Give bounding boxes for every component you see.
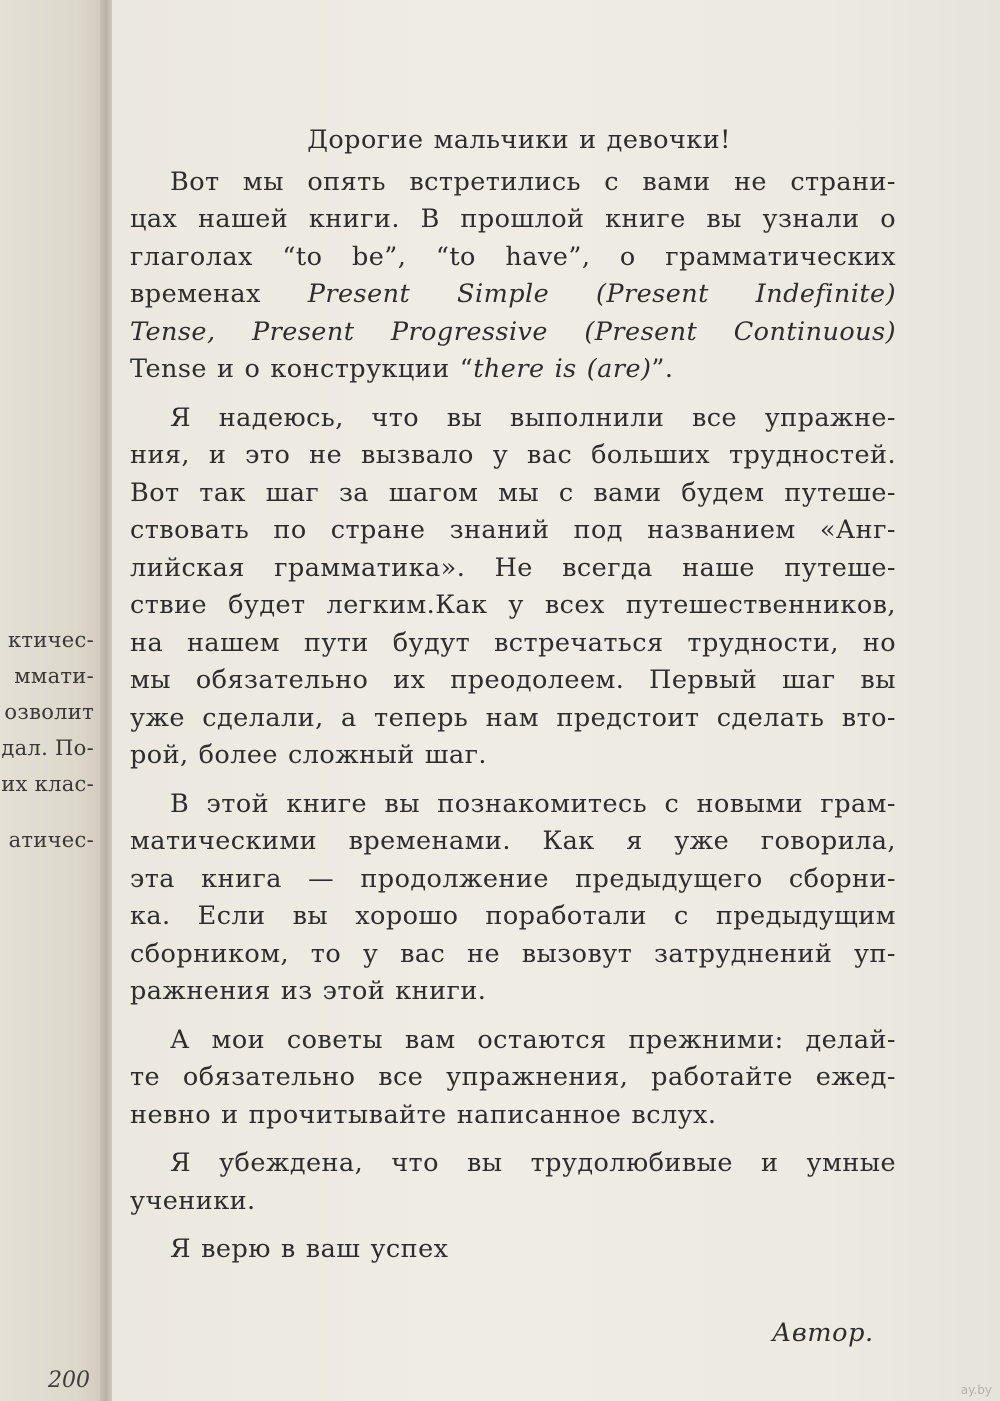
text-line <box>130 936 896 974</box>
text-run: цах нашей книги. В прошлой книге вы узнали о <box>130 204 896 234</box>
text-run: мы обязательно их преодолеем. Первый шаг вы <box>130 665 896 695</box>
left-page-line: атичес- <box>8 828 94 852</box>
text-line <box>130 550 896 588</box>
text-line <box>130 1097 896 1135</box>
left-page-line: их клас- <box>1 772 94 796</box>
text-line <box>130 1145 896 1183</box>
text-line <box>130 164 896 202</box>
text-run: эта книга — продолжение предыдущего сборни- <box>130 863 896 894</box>
italic-text: there is (are) <box>473 354 652 384</box>
text-run: на нашем пути будут встречаться трудности, но <box>130 627 896 658</box>
left-page-line: озволит <box>4 700 94 724</box>
text-run: матическими временами. Как я уже говорила, <box>130 826 896 856</box>
paragraph <box>130 786 896 1011</box>
text-line <box>130 512 896 550</box>
left-page <box>0 0 108 1401</box>
text-line <box>130 898 896 936</box>
left-page-line: ктичес- <box>7 628 94 652</box>
text-run: временах <box>130 279 308 309</box>
text-run: Я убеждена, что вы трудолюбивые и умные <box>170 1148 896 1178</box>
text-line <box>130 700 896 738</box>
text-run: ка. Если вы хорошо поработали с предыдущим <box>130 901 896 931</box>
text-run: В этой книге вы познакомитесь с новыми грам- <box>170 788 896 819</box>
text-line <box>130 823 896 861</box>
text-line <box>130 239 896 277</box>
letter-body <box>130 164 896 1269</box>
text-run: Я надеюсь, что вы выполнили все упражне- <box>170 402 896 433</box>
text-run: ражнения из этой книги. <box>130 976 487 1006</box>
text-line <box>130 1231 896 1269</box>
text-line <box>130 400 896 438</box>
text-line <box>130 861 896 899</box>
text-run: Tense и о конструкции “ <box>130 354 474 384</box>
text-line <box>130 786 896 824</box>
text-run: ния, и это не вызвало у вас больших трудностей. <box>130 440 896 470</box>
text-line <box>130 1059 896 1097</box>
text-run: рой, более сложный шаг. <box>130 740 487 770</box>
author-signature: Автор. <box>772 1318 874 1348</box>
text-run: глаголах “to be”, “to have”, о грамматических <box>130 241 896 272</box>
text-line <box>130 351 896 389</box>
main-page <box>112 0 1000 1401</box>
text-line <box>130 201 896 239</box>
watermark: ay.by <box>960 1383 992 1397</box>
italic-text: Present Simple (Present Indefinite) <box>307 279 896 309</box>
text-line <box>130 1022 896 1060</box>
text-line <box>130 625 896 663</box>
text-run: лийская грамматика». Не всегда наше путеше- <box>130 552 896 583</box>
text-run: А мои советы вам остаются прежними: делай- <box>170 1024 896 1055</box>
text-run: ствие будет легким.Как у всех путешественников, <box>130 590 896 620</box>
text-line <box>130 475 896 513</box>
letter-title: Дорогие мальчики и девочки! <box>307 125 731 155</box>
text-line <box>130 276 896 314</box>
paragraph <box>130 164 896 389</box>
italic-text: Tense, Present Progressive (Present Continuous) <box>130 316 896 347</box>
text-line <box>130 662 896 700</box>
text-run: ”. <box>651 354 674 384</box>
paragraph <box>130 400 896 775</box>
text-line <box>130 437 896 475</box>
text-line <box>130 1183 896 1221</box>
paragraph <box>130 1231 896 1269</box>
text-line <box>130 973 896 1011</box>
letter-text <box>130 122 896 1280</box>
text-run: Вот мы опять встретились с вами не страни- <box>170 166 896 197</box>
text-run: сборником, то у вас не вызовут затруднений уп- <box>130 938 896 969</box>
left-page-line: дал. По- <box>1 736 94 760</box>
text-run: невно и прочитывайте написанное вслух. <box>130 1099 717 1130</box>
text-run: те обязательно все упражнения, работайте ежед- <box>130 1062 896 1092</box>
text-line <box>130 314 896 352</box>
paragraph <box>130 1022 896 1135</box>
left-page-line: ммати- <box>14 664 94 688</box>
text-run: Вот так шаг за шагом мы с вами будем путеше- <box>130 477 896 508</box>
left-page-number: 200 <box>48 1368 90 1393</box>
text-run: Я верю в ваш успех <box>170 1234 449 1264</box>
text-run: ствовать по стране знаний под названием «Анг- <box>130 515 896 545</box>
paragraph <box>130 1145 896 1220</box>
text-run: ученики. <box>130 1185 256 1216</box>
text-line <box>130 587 896 625</box>
text-line <box>130 737 896 775</box>
text-run: уже сделали, а теперь нам предстоит сделать вто- <box>130 702 896 733</box>
